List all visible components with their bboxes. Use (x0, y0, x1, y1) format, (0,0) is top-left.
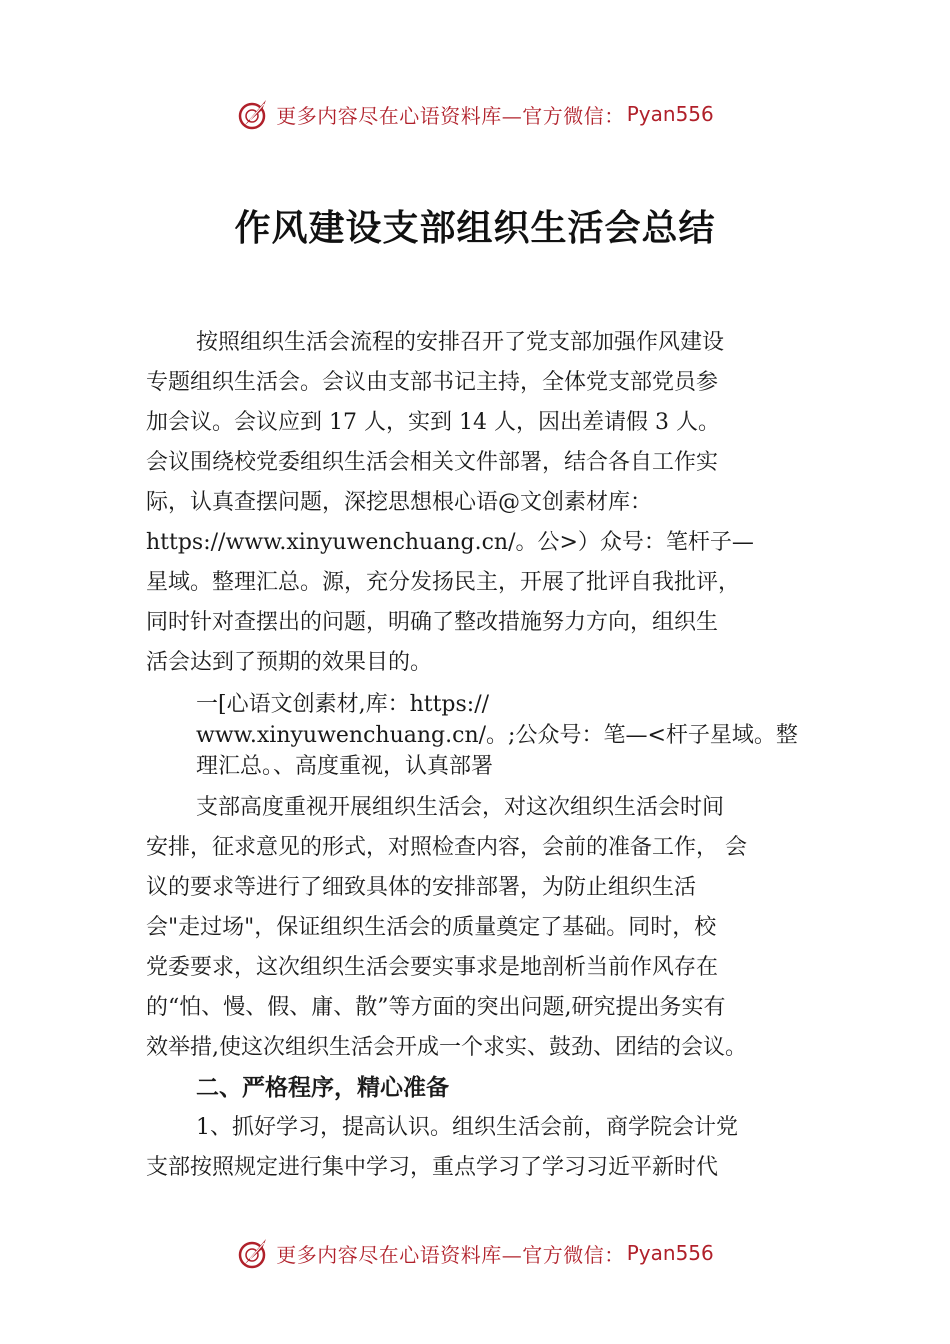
section2-paragraph (146, 1108, 836, 1188)
text-line: 理汇总。、高度重视，认真部署 (196, 754, 494, 779)
text-line: 党委要求，这次组织生活会要实事求是地剖析当前作风存在 (146, 955, 719, 980)
text-line: 会"走过场"，保证组织生活会的质量奠定了基础。同时，校 (146, 915, 717, 940)
text-line: https://www.xinyuwenchuang.cn/。公>）众号：笔杆子— (146, 530, 754, 555)
banner-wechat-id: Pyan556 (626, 102, 714, 126)
text-line: 1、抓好学习，提高认识。组织生活会前，商学院会计党 (196, 1115, 738, 1140)
section1-heading (146, 689, 836, 782)
text-line: 按照组织生活会流程的安排召开了党支部加强作风建设 (196, 330, 725, 355)
intro-paragraph (146, 323, 836, 683)
text-line: 支部高度重视开展组织生活会，对这次组织生活会时间 (196, 795, 725, 820)
text-line: 议的要求等进行了细致具体的安排部署，为防止组织生活 (146, 875, 697, 900)
document-title: 作风建设支部组织生活会总结 (234, 207, 716, 249)
section1-paragraph (146, 788, 836, 1068)
text-line: 的“怕、慢、假、庸、散”等方面的突出问题,研究提出务实有 (146, 995, 726, 1020)
text-line: 效举措,使这次组织生活会开成一个求实、鼓劲、团结的会议。 (146, 1035, 747, 1060)
document-body (146, 323, 836, 1188)
text-line: 专题组织生活会。会议由支部书记主持，全体党支部党员参 (146, 370, 719, 395)
footer-banner (0, 1233, 950, 1273)
text-line: www.xinyuwenchuang.cn/。;公众号：笔—<杆子星域。整 (196, 723, 798, 748)
header-banner (0, 94, 950, 134)
text-line: 安排，征求意见的形式，对照检查内容，会前的准备工作， 会 (146, 835, 747, 860)
banner-text: 更多内容尽在心语资料库—官方微信： (276, 103, 625, 128)
text-line: 同时针对查摆出的问题，明确了整改措施努力方向，组织生 (146, 610, 719, 635)
text-line: 加会议。会议应到 17 人，实到 14 人，因出差请假 3 人。 (146, 410, 720, 435)
text-line: 星域。整理汇总。源，充分发扬民主，开展了批评自我批评， (146, 570, 741, 595)
quill-pen-logo-icon (236, 96, 272, 132)
banner-wechat-id: Pyan556 (626, 1241, 714, 1265)
text-line: 会议围绕校党委组织生活会相关文件部署，结合各自工作实 (146, 450, 719, 475)
text-line: 活会达到了预期的效果目的。 (146, 650, 433, 675)
banner-text: 更多内容尽在心语资料库—官方微信： (276, 1242, 625, 1267)
text-line: 一[心语文创素材,库：https:// (196, 692, 490, 717)
quill-pen-logo-icon (236, 1235, 272, 1271)
text-line: 际，认真查摆问题，深挖思想根心语@文创素材库： (146, 490, 653, 515)
text-line: 支部按照规定进行集中学习，重点学习了学习习近平新时代 (146, 1155, 719, 1180)
section2-heading: 二、严格程序，精心准备 (196, 1075, 449, 1101)
